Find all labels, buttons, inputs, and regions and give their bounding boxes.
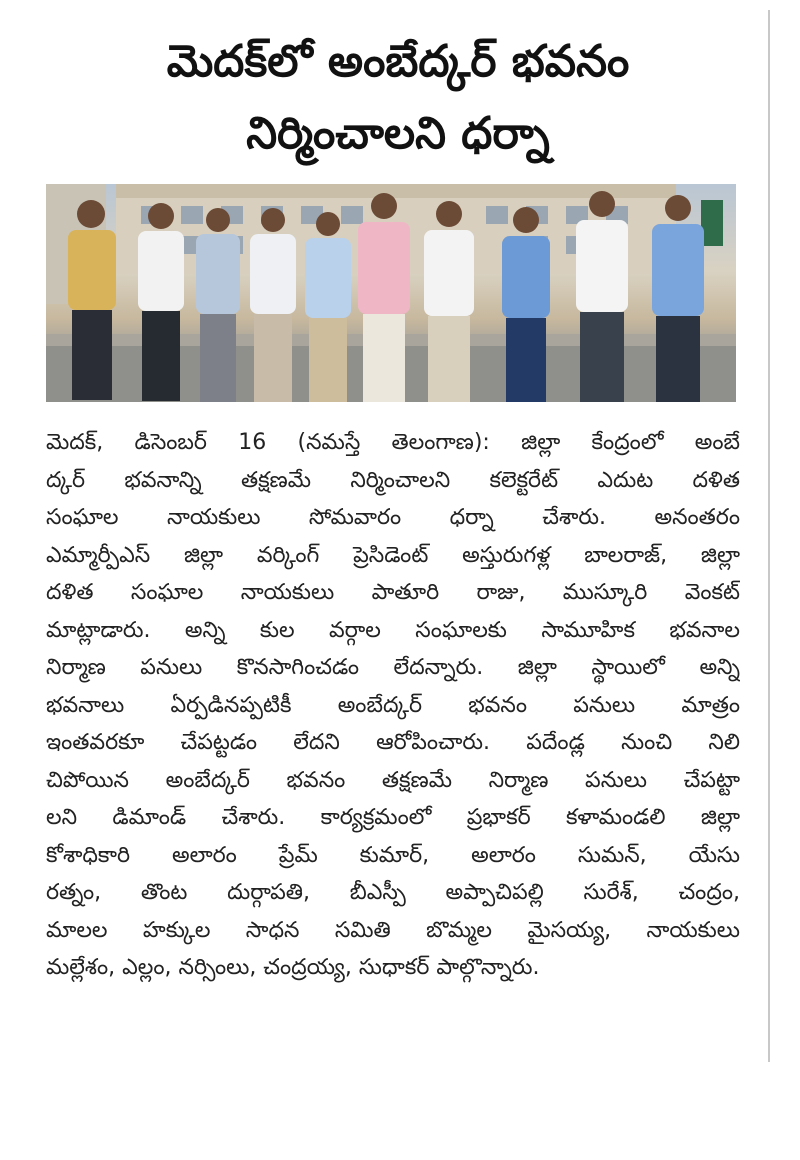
article-line: చిపోయిన అంబేద్కర్‌ భవనం తక్షణమే నిర్మాణ పనులు చేపట్టా — [46, 767, 740, 793]
article-line: లని డిమాండ్‌ చేశారు. కార్యక్రమంలో ప్రభాకర్‌ కళామండలి జిల్లా — [46, 805, 740, 830]
article-line: ఎమ్మార్పీఎస్‌ జిల్లా వర్కింగ్‌ ప్రెసిడెంట్‌ అస్తురుగళ్ల బాలరాజ్‌, జిల్లా — [46, 542, 740, 568]
column-divider — [768, 10, 770, 1062]
article-line: ద్కర్‌ భవనాన్ని తక్షణమే నిర్మించాలని కలెక్టరేట్‌ ఎదుట దళిత — [46, 467, 740, 493]
headline-line-2: నిర్మించాలని ధర్నా — [246, 108, 550, 159]
article-line: మాలల హక్కుల సాధన సమితి బొమ్మల మైసయ్య, నాయకులు — [46, 917, 740, 943]
group-photo — [46, 184, 736, 402]
article-line: భవనాలు ఏర్పడినప్పటికీ అంబేద్కర్‌ భవనం పనులు మాత్రం — [46, 692, 740, 718]
headline — [40, 26, 756, 170]
group-photo-icon — [46, 184, 736, 402]
article-line: సంఘాల నాయకులు సోమవారం ధర్నా చేశారు. అనంతరం — [46, 505, 740, 530]
article-line: దళిత సంఘాల నాయకులు పాతూరి రాజు, ముస్కూరి వెంకట్‌ — [46, 580, 740, 605]
headline-line-1: మెదక్‌లో అంబేద్కర్‌ భవనం — [166, 36, 630, 87]
article-line: రత్నం, తొంట దుర్గాపతి, బీఎస్పీ అప్పాచిపల్లి సురేశ్‌, చంద్రం, — [46, 880, 740, 905]
article-line: మెదక్‌, డిసెంబర్‌ 16 (నమస్తే తెలంగాణ): జిల్లా కేంద్రంలో అంబే — [46, 430, 740, 455]
article-body — [46, 424, 740, 987]
article-line: నిర్మాణ పనులు కొనసాగించడం లేదన్నారు. జిల్లా స్థాయిలో అన్ని — [46, 655, 740, 680]
article-line: మల్లేశం, ఎల్లం, నర్సింలు, చంద్రయ్య, సుధాకర్‌ పాల్గొన్నారు. — [46, 955, 540, 980]
article-line: కోశాధికారి అలారం ప్రేమ్‌ కుమార్‌, అలారం సుమన్‌, యేసు — [46, 842, 740, 868]
article-line: మాట్లాడారు. అన్ని కుల వర్గాల సంఘాలకు సామూహిక భవనాల — [46, 617, 740, 643]
article-line: ఇంతవరకూ చేపట్టడం లేదని ఆరోపించారు. పదేండ్ల నుంచి నిలి — [46, 730, 740, 755]
